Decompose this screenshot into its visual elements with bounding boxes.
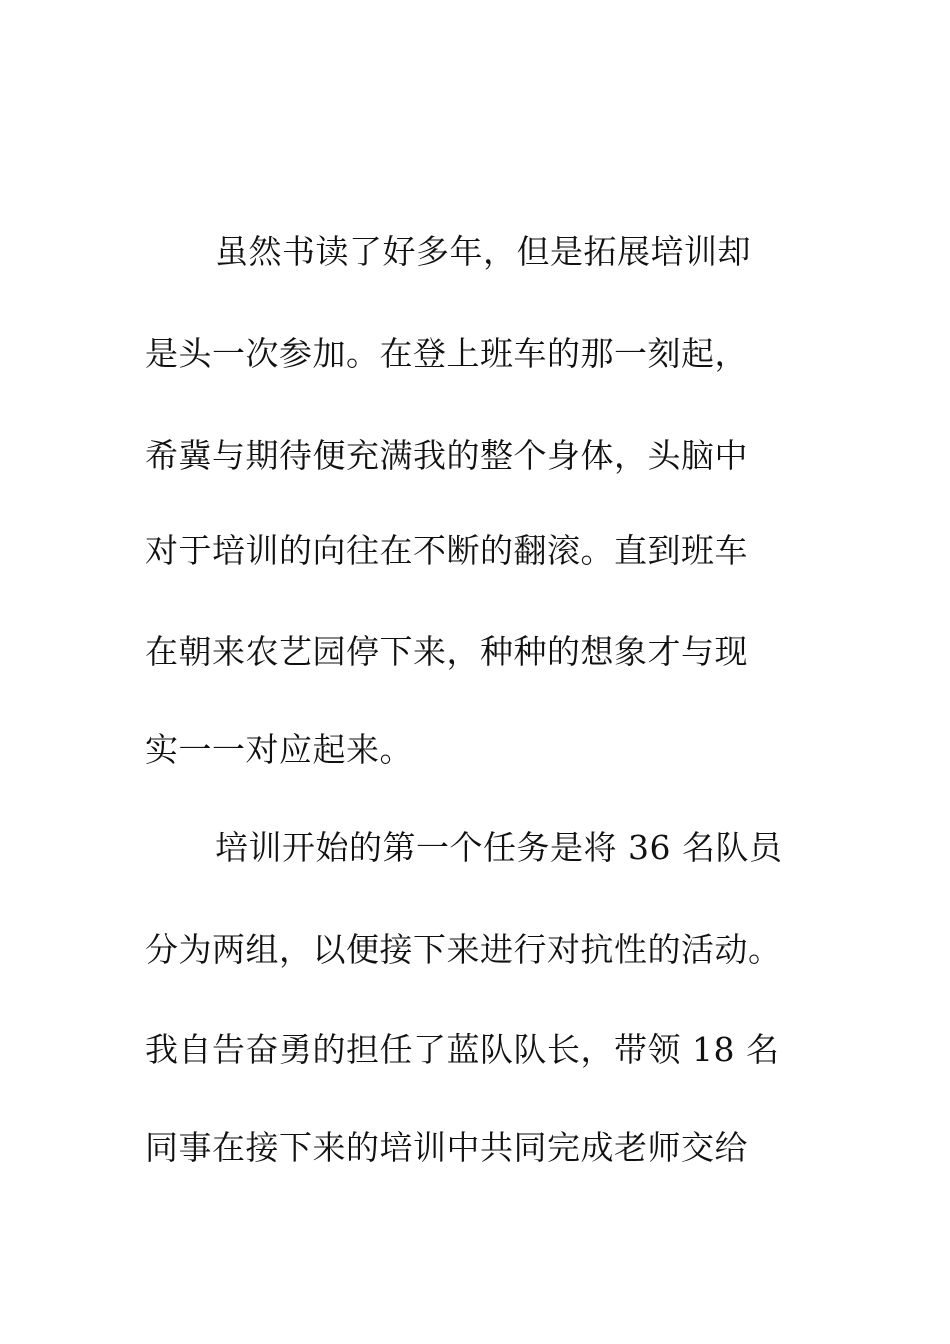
text-line: 虽然书读了好多年，但是拓展培训却 (215, 232, 751, 271)
text-line: 同事在接下来的培训中共同完成老师交给 (145, 1128, 748, 1167)
text-line: 培训开始的第一个任务是将 36 名队员 (215, 828, 783, 867)
text-line: 希冀与期待便充满我的整个身体，头脑中 (145, 436, 748, 475)
text-line: 对于培训的向往在不断的翻滚。直到班车 (145, 531, 748, 570)
text-line: 实一一对应起来。 (145, 730, 413, 769)
text-line: 我自告奋勇的担任了蓝队队长，带领 18 名 (145, 1030, 780, 1069)
text-line: 在朝来农艺园停下来，种种的想象才与现 (145, 632, 748, 671)
text-line: 是头一次参加。在登上班车的那一刻起， (145, 334, 748, 373)
text-line: 分为两组，以便接下来进行对抗性的活动。 (145, 930, 782, 969)
